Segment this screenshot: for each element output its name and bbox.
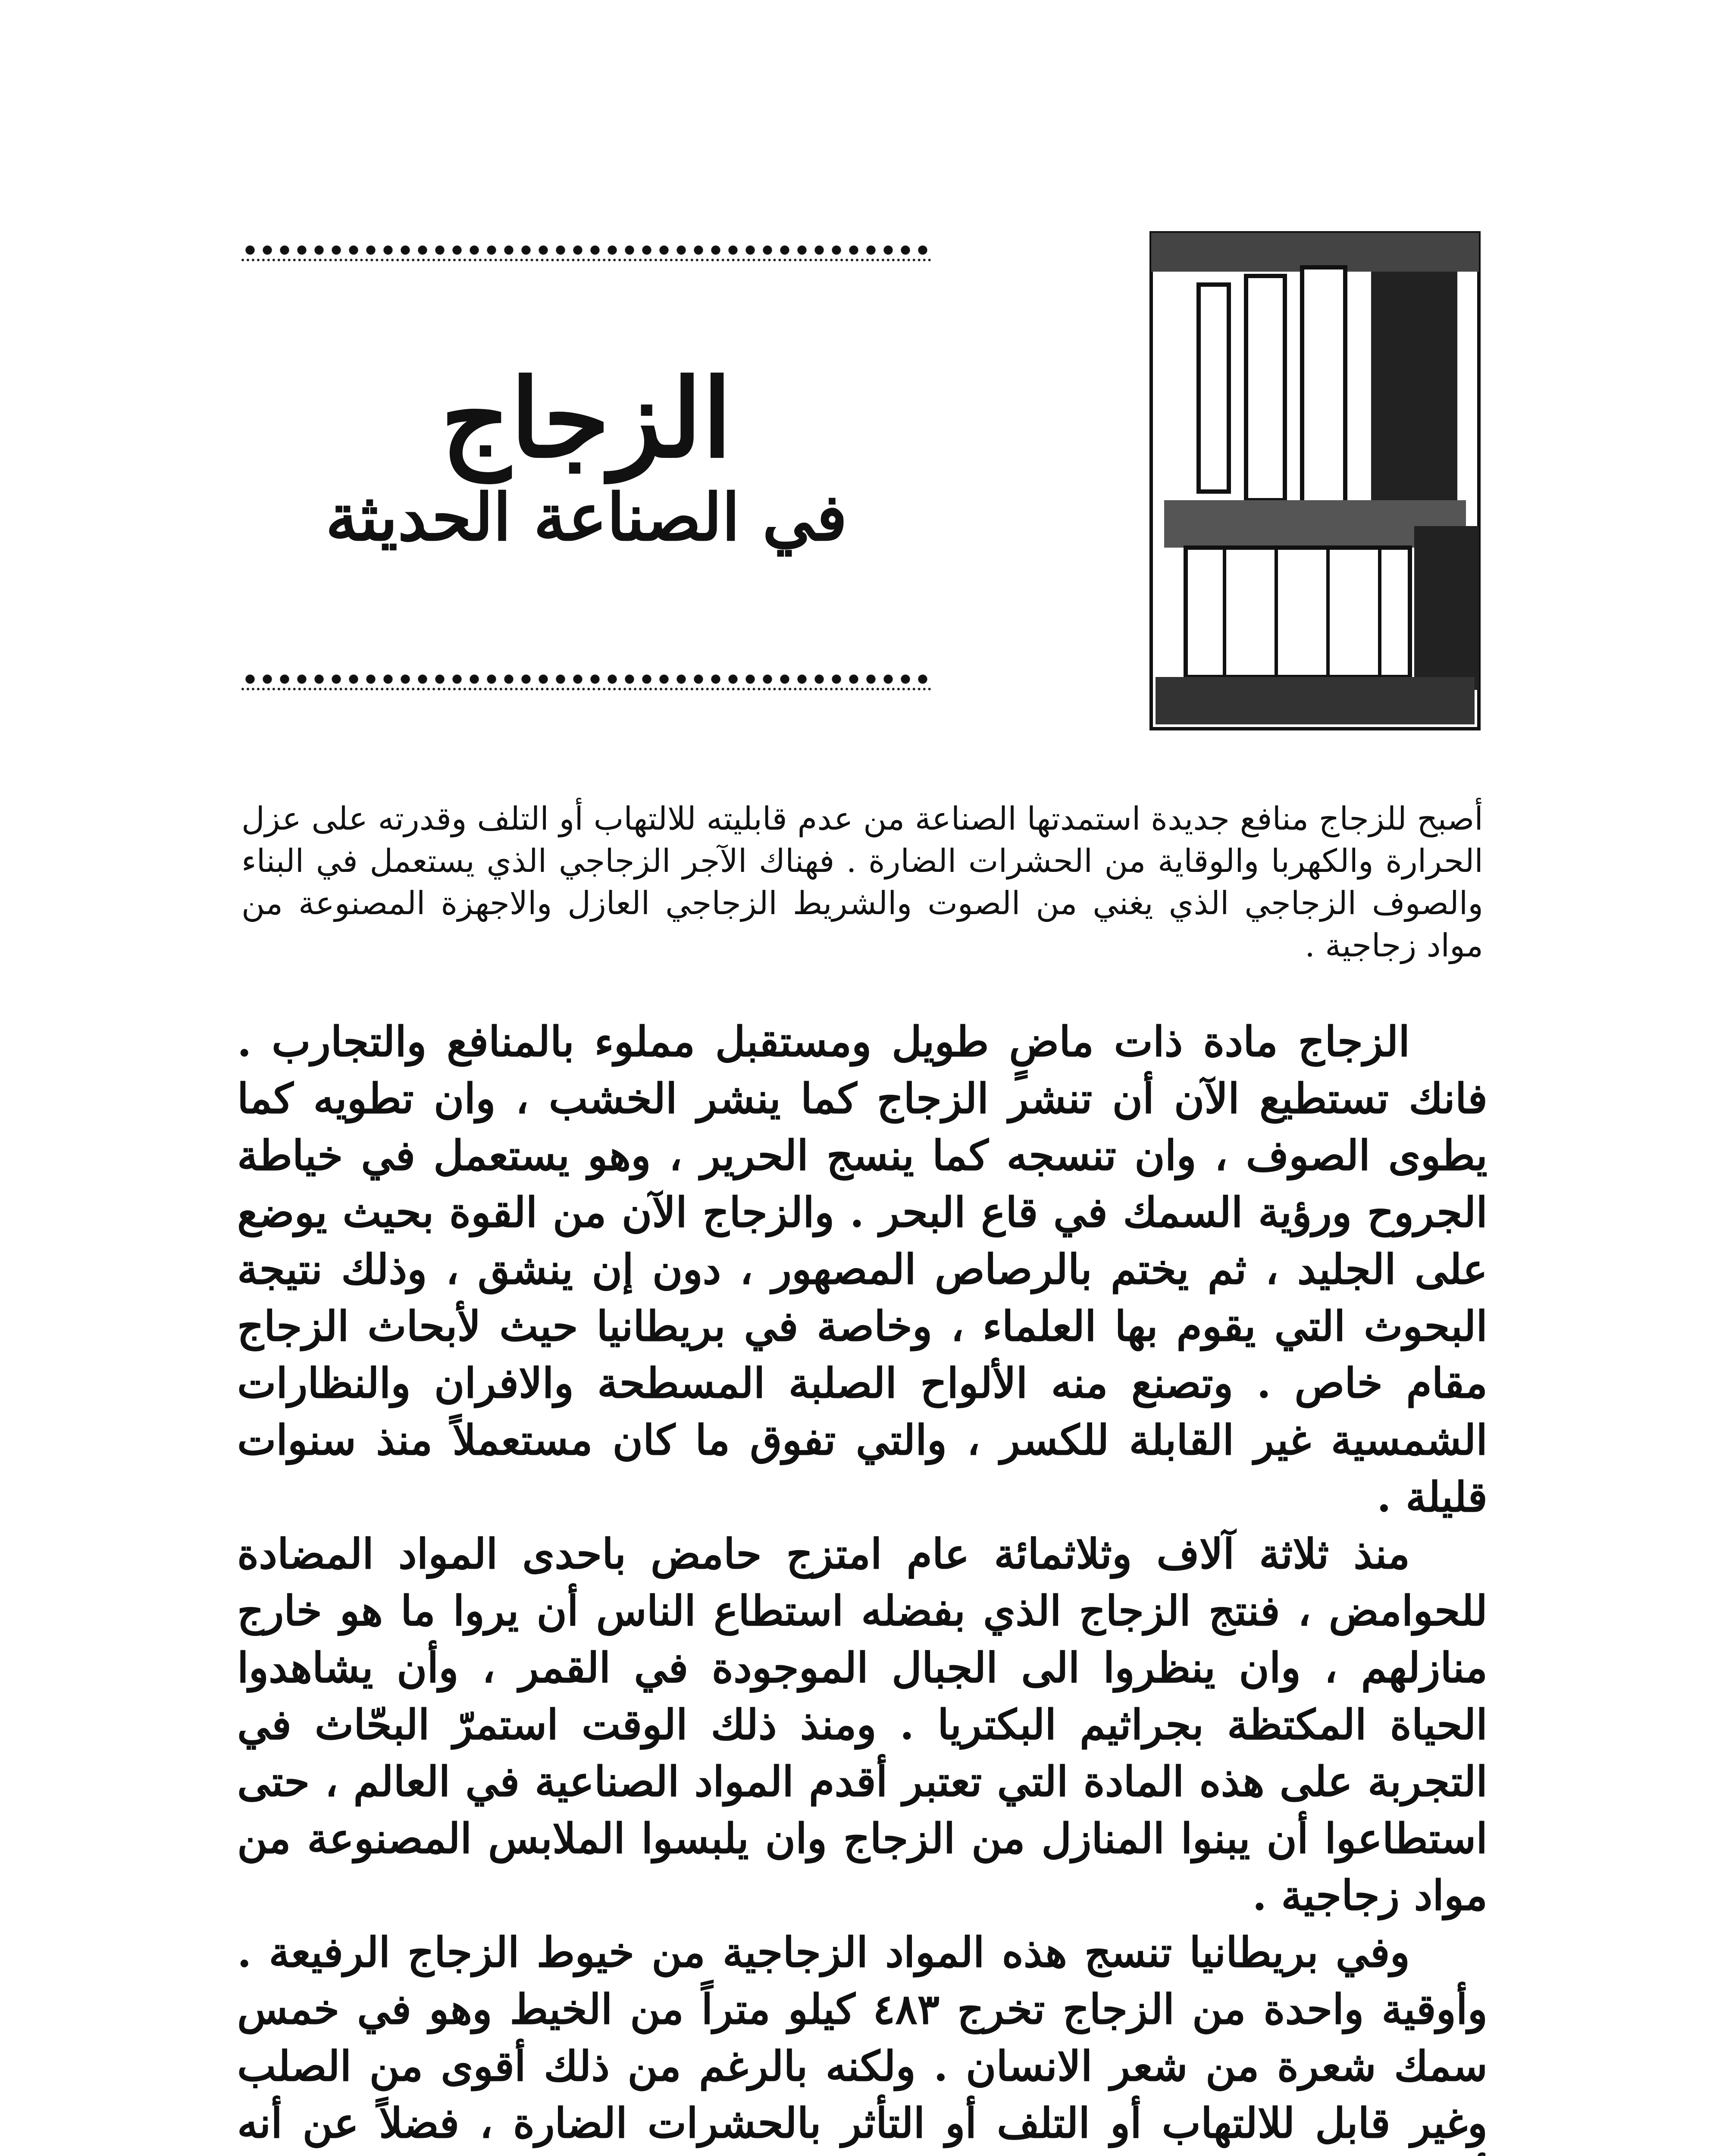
article-title: الزجاج <box>441 355 732 482</box>
article-body <box>237 1013 1488 2156</box>
glass-building-illustration <box>1147 224 1483 737</box>
body-paragraph: منذ ثلاثة آلاف وثلاثمائة عام امتزج حامض باحدى المواد المضادة للحوامض ، فنتج الزجاج الذي بفضله استطاع الناس أن يروا ما هو خارج منازلهم ، وان ينظروا الى الجبال الموجودة في القمر ، وأن يشاهدوا الحياة المكتظة بجراثيم البكتريا . ومنذ ذلك الوقت استمرّ البحّاث في التجربة على هذه المادة التي تعتبر أقدم المواد الصناعية في العالم ، حتى استطاعوا أن يبنوا المنازل من الزجاج وان يلبسوا الملابس المصنوعة من مواد زجاجية . <box>237 1529 1488 1920</box>
top-ornament-divider <box>241 241 931 261</box>
body-paragraph: الزجاج مادة ذات ماضٍ طويل ومستقبل مملوء بالمنافع والتجارب . فانك تستطيع الآن أن تنشر الزجاج كما ينشر الخشب ، وان تطويه كما يطوى الصوف ، وان تنسجه كما ينسج الحرير ، وهو يستعمل في خياطة الجروح ورؤية السمك في قاع البحر . والزجاج الآن من القوة بحيث يوضع على الجليد ، ثم يختم بالرصاص المصهور ، دون إن ينشق ، وذلك نتيجة البحوث التي يقوم بها العلماء ، وخاصة في بريطانيا حيث لأبحاث الزجاج مقام خاص . وتصنع منه الألواح الصلبة المسطحة والافران والنظارات الشمسية غير القابلة للكسر ، والتي تفوق ما كان مستعملاً منذ سنوات قليلة . <box>237 1017 1488 1521</box>
intro-paragraph: أصبح للزجاج منافع جديدة استمدتها الصناعة من عدم قابليته للالتهاب أو التلف وقدرته على عزل الحرارة والكهربا والوقاية من الحشرات الضارة . فهناك الآجر الزجاجي الذي يستعمل في البناء والصوف الزجاجي الذي يغني من الصوت والشريط الزجاجي العازل والاجهزة المصنوعة من مواد زجاجية . <box>241 800 1483 964</box>
bottom-ornament-divider <box>241 671 931 690</box>
article-subtitle: في الصناعة الحديثة <box>326 479 847 555</box>
body-paragraph: وفي بريطانيا تنسج هذه المواد الزجاجية من خيوط الزجاج الرفيعة . وأوقية واحدة من الزجاج تخرج ٤٨٣ كيلو متراً من الخيط وهو في خمس سمك شعرة من شعر الانسان . ولكنه بالرغم من ذلك أقوى من الصلب وغير قابل للالتهاب أو التلف أو التأثر بالحشرات الضارة ، فضلاً عن أنه <box>237 1928 1488 2147</box>
